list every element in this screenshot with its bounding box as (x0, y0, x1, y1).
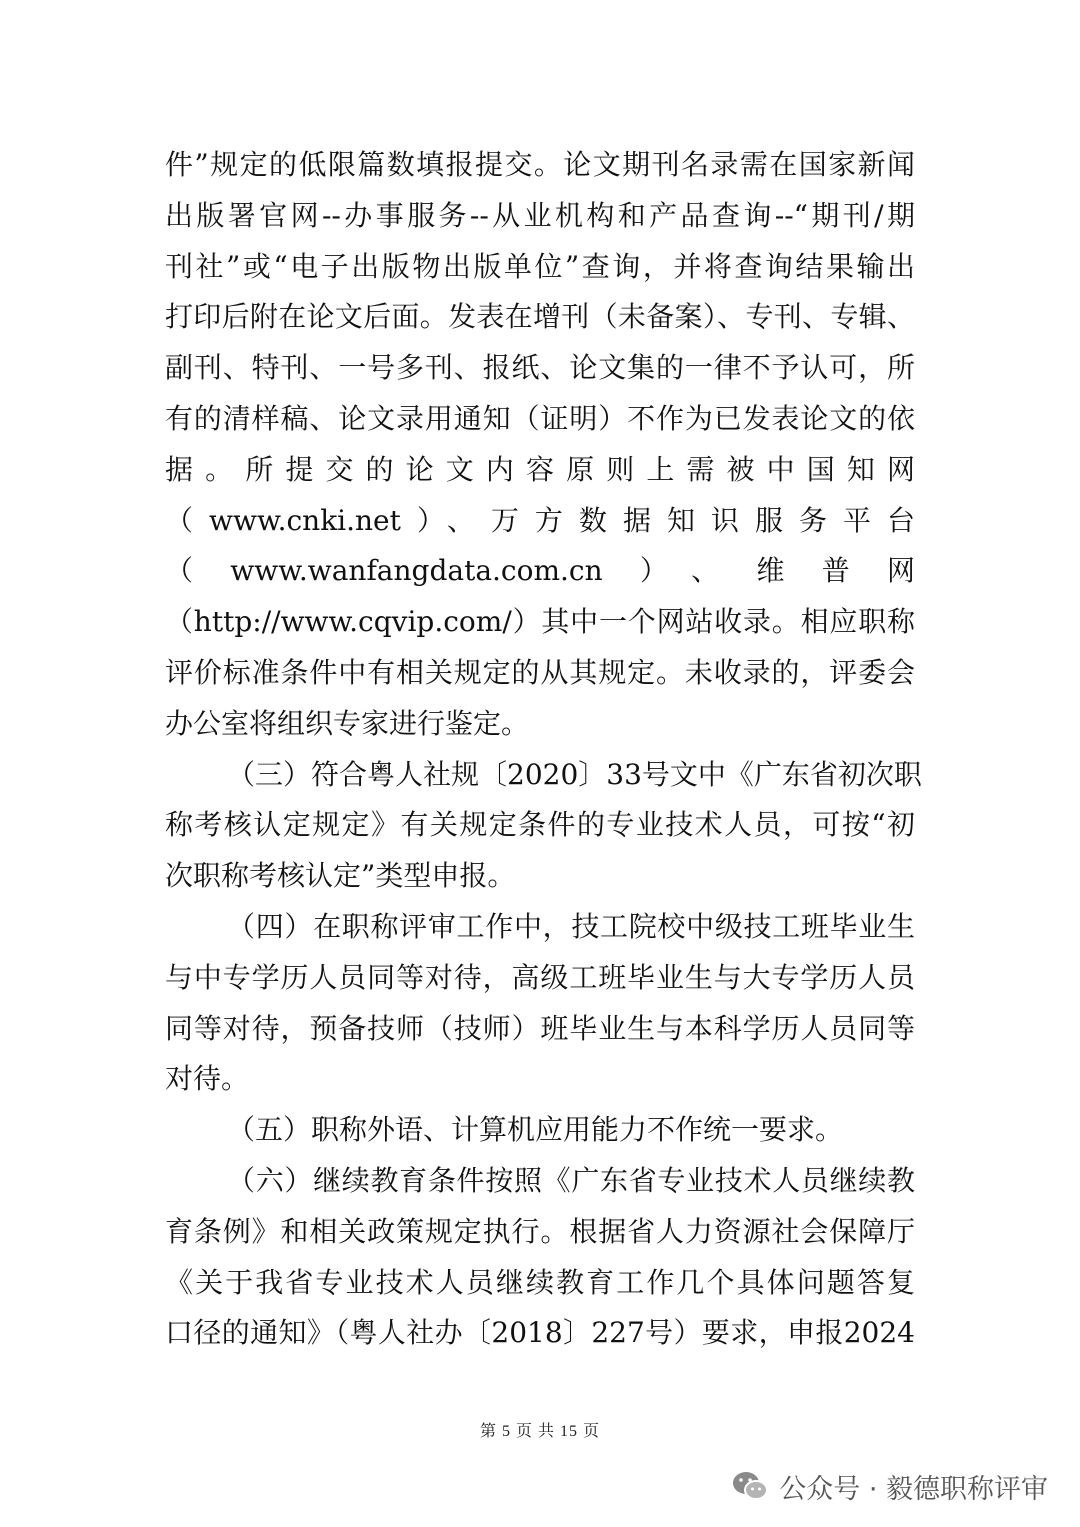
watermark-text: 公众号 · 毅德职称评审 (779, 1473, 1048, 1505)
text-line: 同等对待，预备技师（技师）班毕业生与本科学历人员同等 (165, 1011, 915, 1045)
text-line: （四）在职称评审工作中，技工院校中级技工班毕业生 (227, 909, 915, 943)
text-line: （三）符合粤人社规〔2020〕33号文中《广东省初次职 (227, 757, 922, 791)
text-line: （六）继续教育条件按照《广东省专业技术人员继续教 (227, 1163, 915, 1197)
text-line: 称考核认定规定》有关规定条件的专业技术人员，可按“初 (165, 808, 915, 842)
text-line: 出版署官网--办事服务--从业机构和产品查询--“期刊/期 (165, 198, 915, 232)
text-line: 据。所提交的论文内容原则上需被中国知网 (165, 452, 915, 486)
text-line: 件”规定的低限篇数填报提交。论文期刊名录需在国家新闻 (165, 148, 915, 181)
text-line: 育条例》和相关政策规定执行。根据省人力资源社会保障厅 (165, 1214, 915, 1248)
text-line: （www.cnki.net）、万方数据知识服务平台 (165, 503, 915, 537)
text-line: 办公室将组织专家进行鉴定。 (165, 706, 530, 740)
text-line: 口径的通知》（粤人社办〔2018〕227号）要求，申报2024 (165, 1316, 915, 1350)
text-line: 次职称考核认定”类型申报。 (165, 859, 516, 893)
document-body (165, 140, 922, 1359)
page-number: 第 5 页 共 15 页 (479, 1423, 600, 1440)
text-line: 评价标准条件中有相关规定的从其规定。未收录的，评委会 (165, 655, 915, 689)
text-line: 刊社”或“电子出版物出版单位”查询，并将查询结果输出 (165, 249, 915, 283)
text-line: 副刊、特刊、一号多刊、报纸、论文集的一律不予认可，所 (165, 351, 915, 385)
watermark (731, 1469, 1048, 1503)
text-line: 对待。 (165, 1062, 250, 1096)
wechat-icon (731, 1470, 769, 1502)
text-line: 打印后附在论文后面。发表在增刊（未备案）、专刊、专辑、 (165, 300, 915, 334)
text-line: 《关于我省专业技术人员继续教育工作几个具体问题答复 (165, 1265, 915, 1299)
text-line: 有的清样稿、论文录用通知（证明）不作为已发表论文的依 (165, 401, 915, 435)
text-line: （www.wanfangdata.com.cn）、维普网 (165, 554, 915, 588)
text-line: （五）职称外语、计算机应用能力不作统一要求。 (227, 1113, 844, 1147)
text-line: 与中专学历人员同等对待，高级工班毕业生与大专学历人员 (165, 960, 915, 994)
text-line: （http://www.cqvip.com/）其中一个网站收录。相应职称 (165, 605, 915, 639)
